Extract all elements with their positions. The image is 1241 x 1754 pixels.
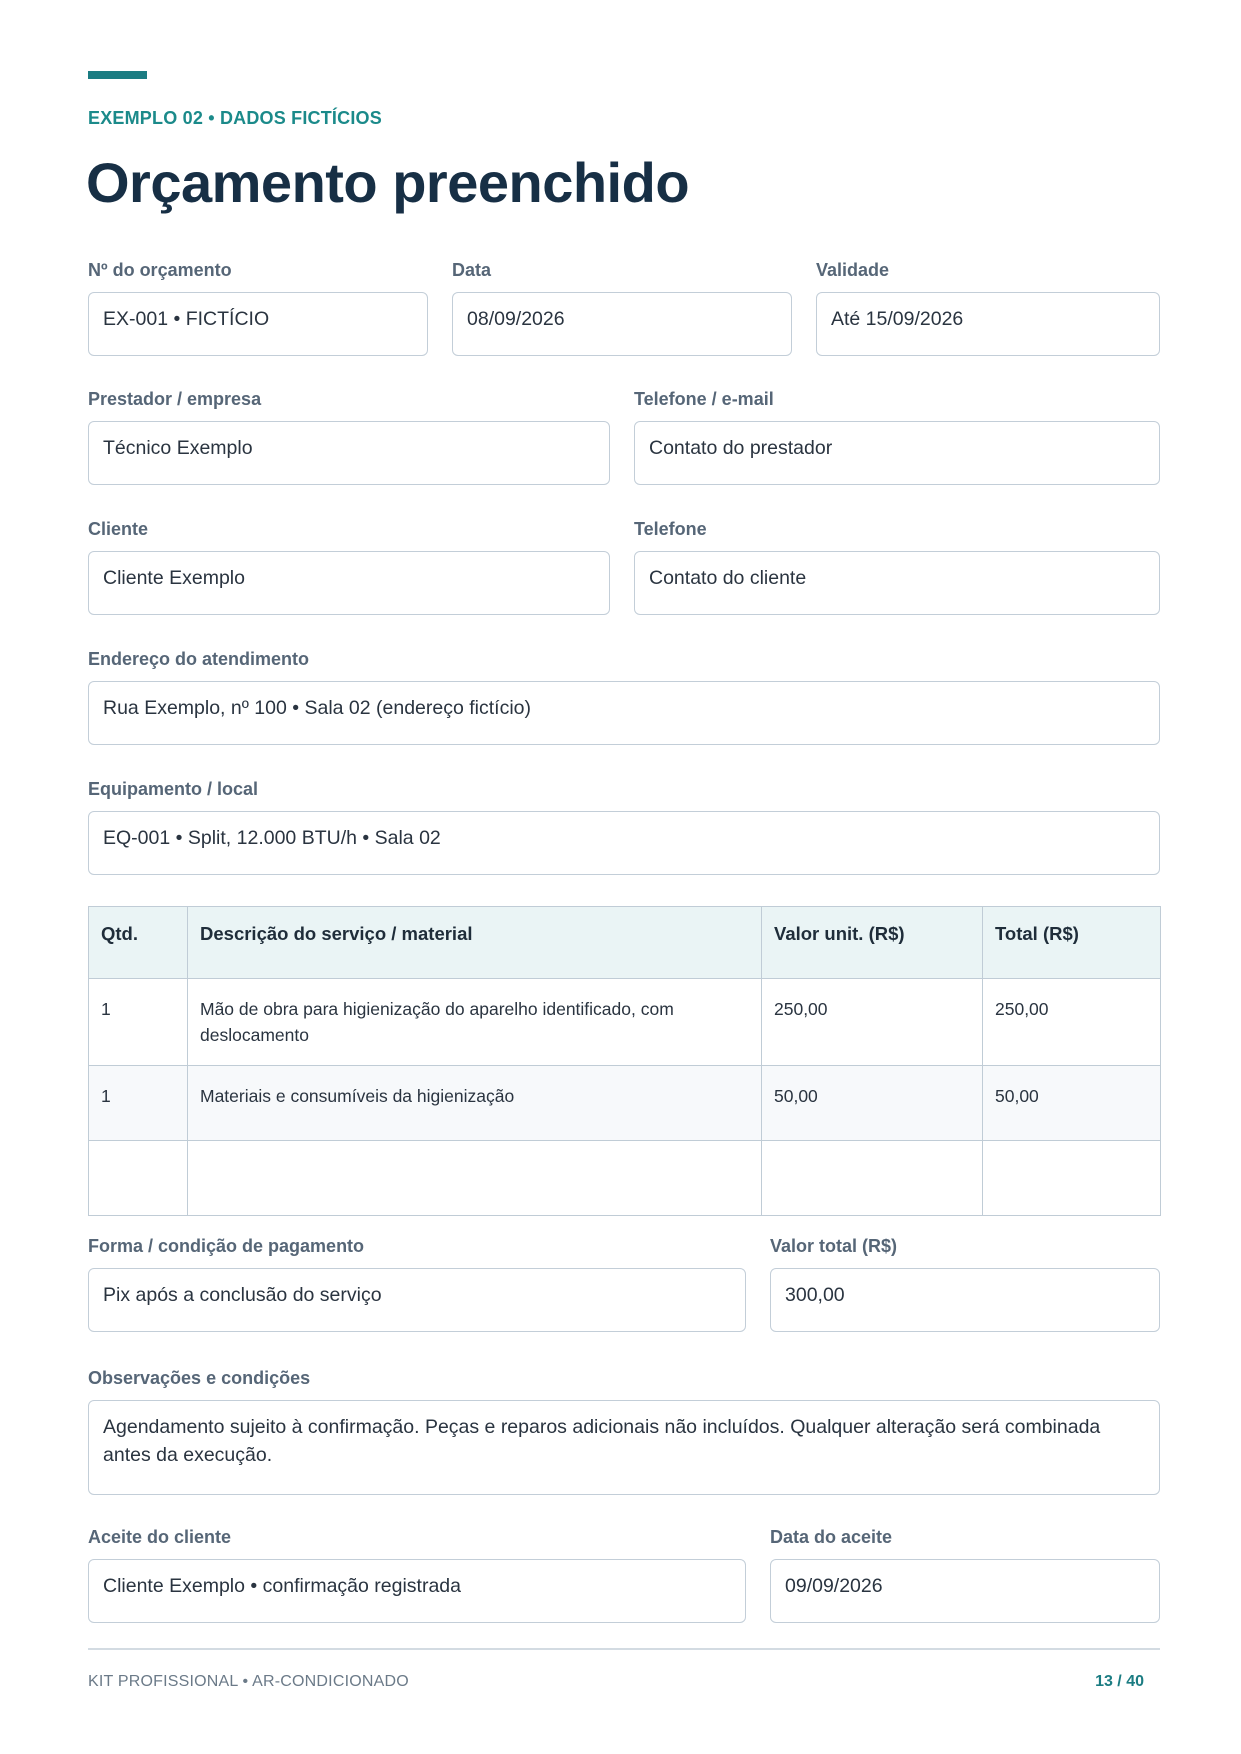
aceite-field[interactable]: Cliente Exemplo • confirmação registrada: [88, 1559, 746, 1623]
field-label: Data do aceite: [770, 1527, 893, 1547]
column-header-total: Total (R$): [983, 907, 1161, 979]
cell-descricao[interactable]: Materiais e consumíveis da higienização: [188, 1066, 762, 1141]
field-prestador-contato: [634, 388, 1160, 485]
field-equipamento: [88, 778, 1160, 875]
cell-qtd[interactable]: 1: [89, 1066, 188, 1141]
field-label: Aceite do cliente: [88, 1527, 232, 1547]
accent-bar: [88, 71, 147, 79]
cell-qtd[interactable]: [89, 1141, 188, 1216]
field-label: Telefone / e-mail: [634, 389, 774, 409]
field-label: Nº do orçamento: [88, 260, 232, 280]
field-cliente-telefone: [634, 518, 1160, 615]
field-pagamento: [88, 1235, 746, 1332]
eyebrow-label: EXEMPLO 02 • DADOS FICTÍCIOS: [88, 108, 382, 128]
data-aceite-field[interactable]: 09/09/2026: [770, 1559, 1160, 1623]
valor-total-field[interactable]: 300,00: [770, 1268, 1160, 1332]
cliente-field[interactable]: Cliente Exemplo: [88, 551, 610, 615]
cell-valor-unit[interactable]: 250,00: [762, 979, 983, 1066]
cell-descricao[interactable]: Mão de obra para higienização do aparelho identificado, com deslocamento: [188, 979, 762, 1066]
page-number: 13 / 40: [1095, 1673, 1144, 1690]
field-aceite: [88, 1526, 746, 1623]
validade-field[interactable]: Até 15/09/2026: [816, 292, 1160, 356]
field-label: Telefone: [634, 519, 707, 539]
field-label: Prestador / empresa: [88, 389, 262, 409]
footer-label: KIT PROFISSIONAL • AR-CONDICIONADO: [88, 1673, 409, 1690]
field-endereco: [88, 648, 1160, 745]
field-cliente: [88, 518, 610, 615]
data-field[interactable]: 08/09/2026: [452, 292, 792, 356]
endereco-field[interactable]: Rua Exemplo, nº 100 • Sala 02 (endereço fictício): [88, 681, 1160, 745]
cell-valor-unit[interactable]: 50,00: [762, 1066, 983, 1141]
prestador-contato-field[interactable]: Contato do prestador: [634, 421, 1160, 485]
field-label: Equipamento / local: [88, 779, 259, 799]
observacoes-field[interactable]: Agendamento sujeito à confirmação. Peças e reparos adicionais não incluídos. Qualquer alteração será combinada antes da execução.: [88, 1400, 1160, 1495]
cell-total[interactable]: 250,00: [983, 979, 1161, 1066]
table-row: [89, 979, 1161, 1066]
cell-qtd[interactable]: 1: [89, 979, 188, 1066]
cell-valor-unit[interactable]: [762, 1141, 983, 1216]
field-valor-total: [770, 1235, 1160, 1332]
field-observacoes: [88, 1367, 1160, 1495]
cliente-telefone-field[interactable]: Contato do cliente: [634, 551, 1160, 615]
prestador-field[interactable]: Técnico Exemplo: [88, 421, 610, 485]
cell-total[interactable]: 50,00: [983, 1066, 1161, 1141]
field-label: Forma / condição de pagamento: [88, 1236, 365, 1256]
table-row: [89, 1066, 1161, 1141]
field-label: Validade: [816, 260, 890, 280]
table-header-row: [89, 907, 1161, 979]
field-label: Cliente: [88, 519, 149, 539]
field-data: [452, 259, 792, 356]
field-validade: [816, 259, 1160, 356]
footer-divider: [88, 1648, 1160, 1650]
column-header-valor-unit: Valor unit. (R$): [762, 907, 983, 979]
cell-descricao[interactable]: [188, 1141, 762, 1216]
equipamento-field[interactable]: EQ-001 • Split, 12.000 BTU/h • Sala 02: [88, 811, 1160, 875]
field-numero-orcamento: [88, 259, 428, 356]
numero-orcamento-field[interactable]: EX-001 • FICTÍCIO: [88, 292, 428, 356]
field-data-aceite: [770, 1526, 1160, 1623]
field-label: Valor total (R$): [770, 1236, 898, 1256]
page-title: Orçamento preenchido: [86, 151, 690, 214]
items-table: [88, 906, 1161, 1216]
cell-total[interactable]: [983, 1141, 1161, 1216]
field-prestador: [88, 388, 610, 485]
field-label: Observações e condições: [88, 1368, 311, 1388]
field-label: Endereço do atendimento: [88, 649, 310, 669]
field-label: Data: [452, 260, 492, 280]
column-header-qtd: Qtd.: [89, 907, 188, 979]
column-header-descricao: Descrição do serviço / material: [188, 907, 762, 979]
pagamento-field[interactable]: Pix após a conclusão do serviço: [88, 1268, 746, 1332]
table-row-empty: [89, 1141, 1161, 1216]
